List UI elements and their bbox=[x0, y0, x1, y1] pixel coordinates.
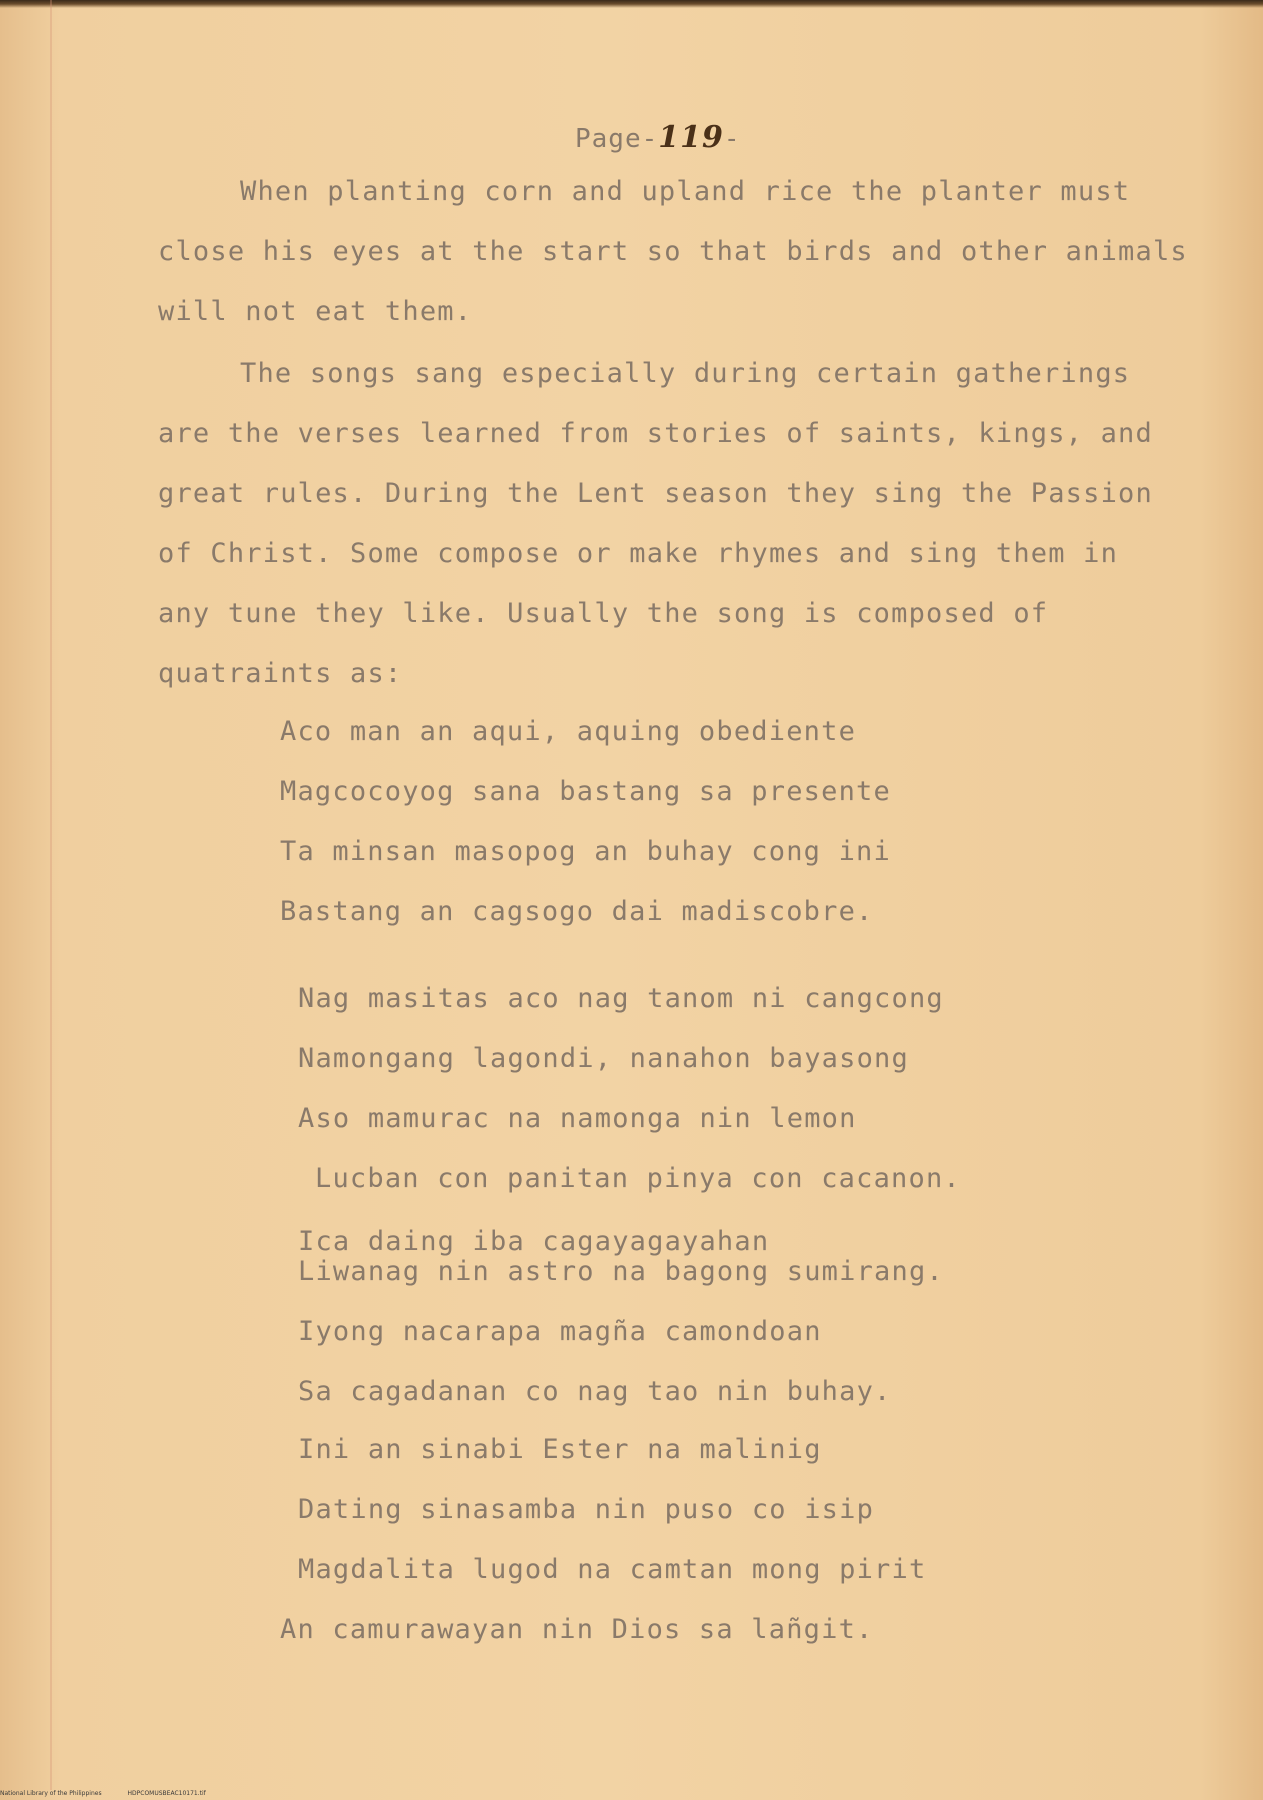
stanza2-line-1: Nag masitas aco nag tanom ni cangcong bbox=[298, 983, 944, 1014]
para2-line-6: quatraints as: bbox=[158, 658, 403, 689]
page-prefix: Page- bbox=[575, 124, 659, 154]
page-number-handwritten: 119 bbox=[658, 120, 724, 155]
stanza1-line-2: Magcocoyog sana bastang sa presente bbox=[280, 776, 891, 807]
scan-footer bbox=[0, 1790, 230, 1797]
top-edge-shadow bbox=[0, 0, 1263, 8]
para1-line-3: will not eat them. bbox=[158, 296, 473, 327]
para2-line-4: of Christ. Some compose or make rhymes and sing them in bbox=[158, 538, 1119, 569]
stanza4-line-1: Ini an sinabi Ester na malinig bbox=[298, 1434, 822, 1465]
stanza2-line-4: Lucban con panitan pinya con cacanon. bbox=[315, 1163, 961, 1194]
stanza4-line-2: Dating sinasamba nin puso co isip bbox=[298, 1494, 875, 1525]
stanza3-line-2: Liwanag nin astro na bagong sumirang. bbox=[298, 1256, 944, 1287]
stanza1-line-1: Aco man an aqui, aquing obediente bbox=[280, 716, 857, 747]
para2-line-2: are the verses learned from stories of saints, kings, and bbox=[158, 418, 1153, 449]
stanza1-line-4: Bastang an cagsogo dai madiscobre. bbox=[280, 896, 874, 927]
stanza4-line-3: Magdalita lugod na camtan mong pirit bbox=[298, 1554, 927, 1585]
stanza1-line-3: Ta minsan masopog an buhay cong ini bbox=[280, 836, 891, 867]
page-suffix: - bbox=[723, 124, 741, 154]
para2-line-5: any tune they like. Usually the song is composed of bbox=[158, 598, 1049, 629]
stanza3-line-1: Ica daing iba cagayagayahan bbox=[298, 1226, 770, 1257]
para2-line-1: The songs sang especially during certain gatherings bbox=[240, 358, 1131, 389]
para2-line-3: great rules. During the Lent season they sing the Passion bbox=[158, 478, 1153, 509]
para1-line-2: close his eyes at the start so that birds and other animals bbox=[158, 236, 1188, 267]
para1-line-1: When planting corn and upland rice the planter must bbox=[240, 176, 1131, 207]
footer-library: National Library of the Philippines bbox=[0, 1790, 102, 1797]
page-number bbox=[575, 120, 741, 155]
footer-file: HDPCOMUSBEAC10171.tif bbox=[127, 1790, 206, 1797]
stanza2-line-3: Aso mamurac na namonga nin lemon bbox=[298, 1103, 857, 1134]
stanza3-line-3: Iyong nacarapa magña camondoan bbox=[298, 1316, 822, 1347]
margin-rule bbox=[50, 0, 52, 1790]
stanza2-line-2: Namongang lagondi, nanahon bayasong bbox=[298, 1043, 909, 1074]
stanza3-line-4: Sa cagadanan co nag tao nin buhay. bbox=[298, 1376, 892, 1407]
stanza4-line-4: An camurawayan nin Dios sa lañgit. bbox=[280, 1614, 874, 1645]
